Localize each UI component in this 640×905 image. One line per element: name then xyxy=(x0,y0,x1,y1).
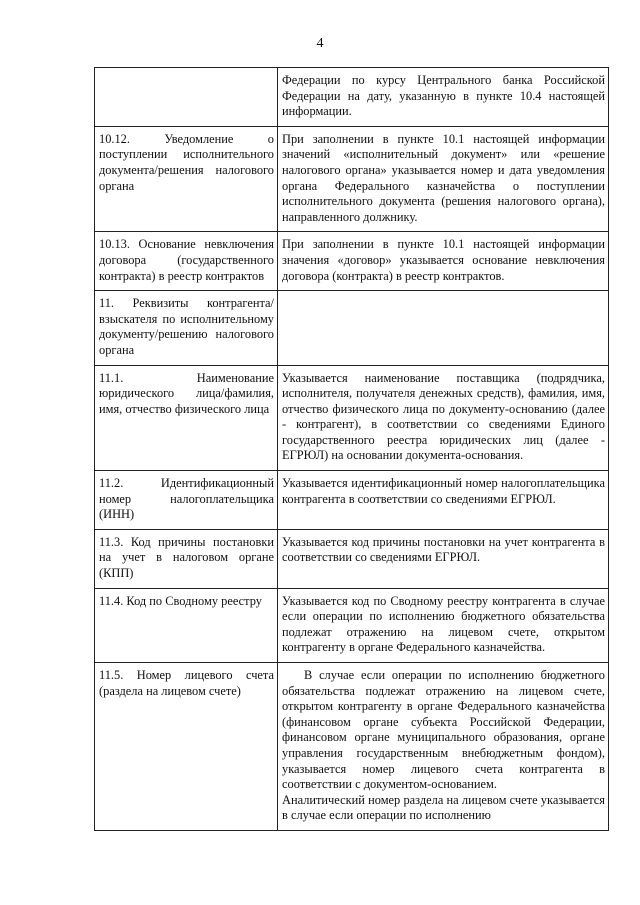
row-label: 11. Реквизиты контрагента/взыскателя по исполнительному документу/решению налогового органа xyxy=(95,291,278,365)
row-label: 11.4. Код по Сводному реестру xyxy=(95,588,278,662)
table-row xyxy=(95,365,609,471)
table-row xyxy=(95,588,609,662)
row-text: При заполнении в пункте 10.1 настоящей информации значения «договор» указывается основание невключения договора (контракта) в реестр контрактов. xyxy=(278,232,609,291)
table-row xyxy=(95,232,609,291)
page-number: 4 xyxy=(316,36,324,51)
row-label: 10.12. Уведомление о поступлении исполнительного документа/решения налогового органа xyxy=(95,126,278,232)
row-text: Указывается наименование поставщика (подрядчика, исполнителя, получателя денежных средств), фамилия, имя, отчество физического лица по документу-основанию (далее - контрагент), в соответствии со сведениями Единого государственного реестра юридических лиц (далее - ЕГРЮЛ) на основании документа-основания. xyxy=(278,365,609,471)
row-label: 10.13. Основание невключения договора (государственного контракта) в реестр контрактов xyxy=(95,232,278,291)
row-label: 11.1. Наименование юридического лица/фамилия, имя, отчество физического лица xyxy=(95,365,278,471)
row-label: 11.5. Номер лицевого счета (раздела на лицевом счете) xyxy=(95,663,278,831)
row-text: Указывается идентификационный номер налогоплательщика контрагента в соответствии со сведениями ЕГРЮЛ. xyxy=(278,471,609,530)
row-text xyxy=(278,291,609,365)
row-text: Указывается код по Сводному реестру контрагента в случае если операции по исполнению бюджетного обязательства подлежат отражению на лицевом счете, открытом контрагенту в органе Федерального казначейства. xyxy=(278,588,609,662)
row-text xyxy=(278,663,609,831)
row-text: При заполнении в пункте 10.1 настоящей информации значений «исполнительный документ» или «решение налогового органа» указывается номер и дата уведомления органа Федерального казначейства о поступлении исполнительного документа (решения налогового органа), направленного должнику. xyxy=(278,126,609,232)
row-text: Федерации по курсу Центрального банка Российской Федерации на дату, указанную в пункте 10.4 настоящей информации. xyxy=(278,68,609,127)
table-row xyxy=(95,68,609,127)
table-row xyxy=(95,663,609,831)
table-row xyxy=(95,291,609,365)
row-text: Указывается код причины постановки на учет контрагента в соответствии со сведениями ЕГРЮЛ. xyxy=(278,529,609,588)
table-row xyxy=(95,471,609,530)
row-label xyxy=(95,68,278,127)
table-row xyxy=(95,126,609,232)
row-paragraph: В случае если операции по исполнению бюджетного обязательства подлежат отражению на лицевом счете, открытом контрагенту в органе Федерального казначейства (финансовом органе субъекта Российской Федерации, финансовом органе муниципального образования, органе управления государственным внебюджетным фондом), указывается номер лицевого счета контрагента в соответствии с документом-основанием. xyxy=(282,668,605,792)
row-label: 11.3. Код причины постановки на учет в налоговом органе (КПП) xyxy=(95,529,278,588)
requisites-table xyxy=(94,67,609,831)
row-label: 11.2. Идентификационный номер налогоплательщика (ИНН) xyxy=(95,471,278,530)
row-paragraph: Аналитический номер раздела на лицевом счете указывается в случае если операции по исполнению xyxy=(282,792,605,823)
table-row xyxy=(95,529,609,588)
